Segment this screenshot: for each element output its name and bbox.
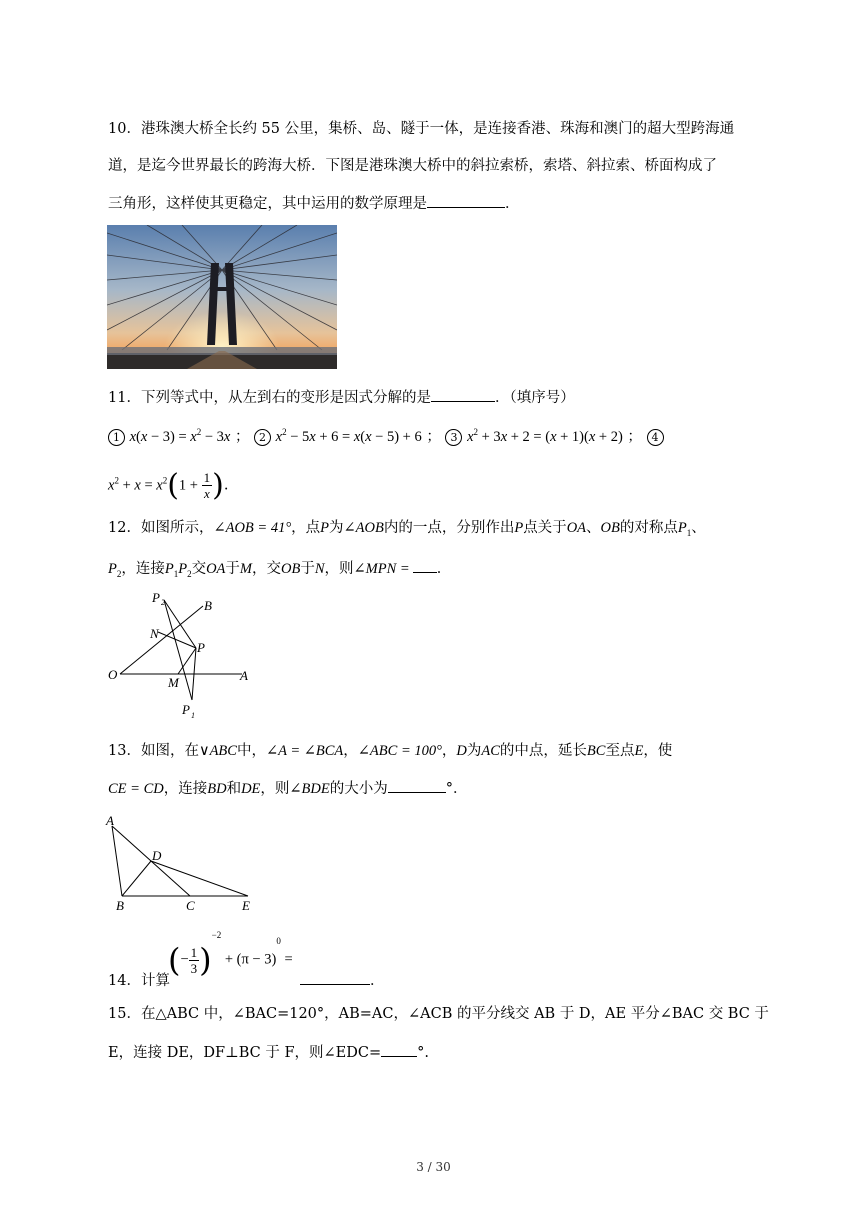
q15-line1: 15．在△ABC 中，∠BAC=120°，AB=AC，∠ACB 的平分线交 AB 于 D，AE 平分∠BAC 交 BC 于 bbox=[108, 1006, 769, 1022]
option-3-marker: 3 bbox=[445, 429, 462, 446]
answer-blank bbox=[388, 776, 446, 793]
q12-line1: 12．如图所示，∠AOB = 41°，点P为∠AOB内的一点，分别作出P点关于OA、OB的对称点$P_1$、 bbox=[108, 520, 706, 538]
answer-blank bbox=[300, 968, 370, 985]
q11-line1: 11．下列等式中，从左到右的变形是因式分解的是 ．（填序号） bbox=[108, 385, 575, 407]
q12-figure bbox=[100, 590, 260, 725]
label-O: O bbox=[108, 667, 118, 682]
answer-blank bbox=[427, 191, 505, 208]
bridge-photo bbox=[107, 225, 337, 369]
q11-option4-expr: $x^2 + x = x^2(1$ + $\frac{1}{x}$ ). bbox=[108, 468, 229, 503]
q13-line1: 13．如图，在∨ABC中，∠A = ∠BCA，∠ABC = 100°，D为AC的中点，延长BC至点E，使 bbox=[108, 743, 673, 759]
label-D: D bbox=[152, 848, 162, 863]
q14-expression: (− $\frac{1}{3}$ )$^{-2} + (\pi - 3)^0$ = bbox=[168, 930, 293, 979]
svg-text:2: 2 bbox=[161, 598, 165, 607]
q10-line2: 道，是迄今世界最长的跨海大桥．下图是港珠澳大桥中的斜拉索桥，索塔、斜拉索、桥面构成了 bbox=[108, 158, 717, 174]
answer-blank bbox=[381, 1040, 417, 1057]
label-B: B bbox=[204, 598, 212, 613]
option-2-marker: 2 bbox=[254, 429, 271, 446]
label-A: A bbox=[106, 813, 114, 828]
q12-line2: $P_2$，连接$P_1P_2$交OA于M，交OB于N，则∠MPN = ． bbox=[108, 556, 451, 579]
q15-line2: E，连接 DE，DF⊥BC 于 F，则∠EDC= °. bbox=[108, 1040, 429, 1062]
label-B: B bbox=[116, 898, 124, 913]
option-4-marker: 4 bbox=[647, 429, 664, 446]
q10-line1: 10．港珠澳大桥全长约 55 公里，集桥、岛、隧于一体，是连接香港、珠海和澳门的超大型跨海通 bbox=[108, 121, 735, 137]
q10-line3-text: 三角形，这样使其更稳定，其中运用的数学原理是 bbox=[108, 196, 427, 212]
q11-options: 1 $x(x - 3) = x^2 - 3x$ ； 2 $x^2 - 5x + 6 = x(x - 5) + 6$ ； 3 $x^2 + 3x + 2 = (x + 1)(x + 2)$ ； 4 bbox=[108, 425, 664, 446]
label-E: E bbox=[242, 898, 250, 913]
label-P2: P bbox=[152, 590, 160, 605]
q14-line: 14．计算 ． bbox=[108, 968, 384, 990]
answer-blank bbox=[431, 385, 495, 402]
label-A: A bbox=[240, 668, 248, 683]
label-M: M bbox=[168, 675, 179, 690]
q13-line2: CE = CD，连接BD和DE，则∠BDE的大小为 °． bbox=[108, 776, 468, 798]
q13-figure bbox=[100, 810, 265, 920]
svg-text:1: 1 bbox=[191, 711, 195, 720]
page-number: 3 / 30 bbox=[416, 1160, 451, 1174]
label-N: N bbox=[150, 626, 159, 641]
answer-blank bbox=[413, 556, 437, 573]
label-C: C bbox=[186, 898, 195, 913]
label-P1: P bbox=[182, 702, 190, 717]
label-P: P bbox=[197, 640, 205, 655]
option-1-marker: 1 bbox=[108, 429, 125, 446]
q10-line3: 三角形，这样使其更稳定，其中运用的数学原理是 ． bbox=[108, 191, 520, 213]
